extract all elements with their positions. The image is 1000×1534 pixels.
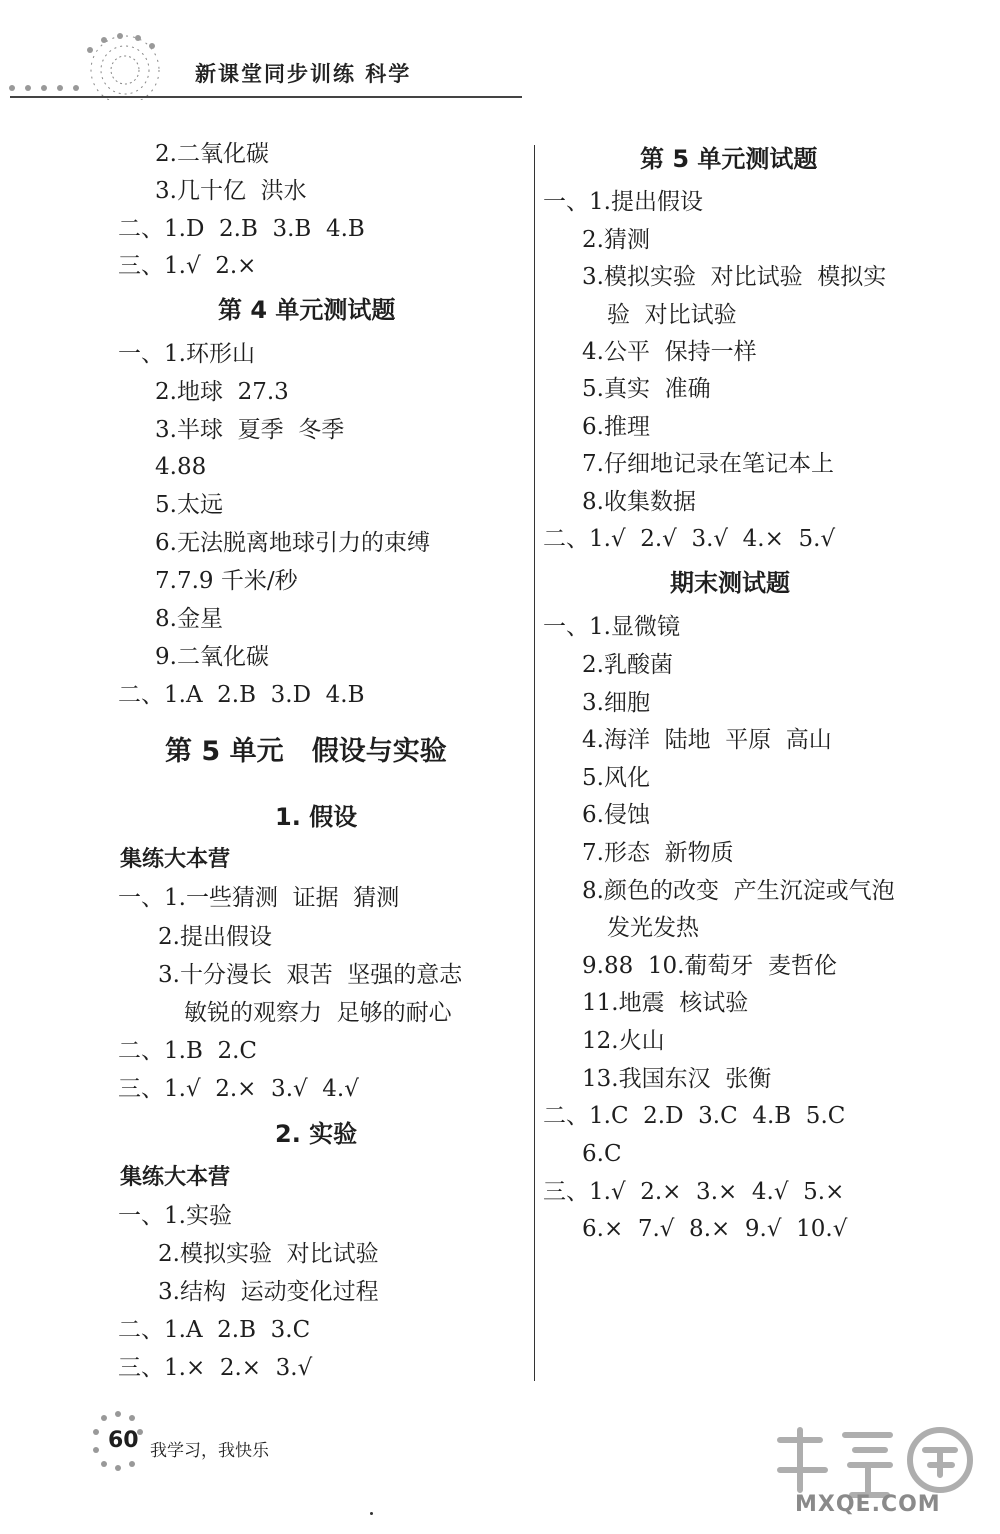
lesson-title: 2. 实验 [275, 1120, 358, 1148]
answer-line: 6.C [582, 1141, 622, 1167]
answer-line: 一、1.环形山 [118, 341, 255, 367]
watermark-url: MXQE.COM [795, 1492, 941, 1517]
answer-line: 3.细胞 [582, 690, 650, 716]
section-heading: 第 4 单元测试题 [218, 296, 396, 324]
answer-line: 二、1.√ 2.√ 3.√ 4.× 5.√ [543, 526, 836, 552]
answer-line: 一、1.提出假设 [543, 189, 703, 215]
lesson-title: 1. 假设 [275, 803, 358, 831]
answer-line: 6.推理 [582, 414, 650, 440]
answer-line: 三、1.√ 2.× 3.√ 4.√ [118, 1076, 359, 1102]
answer-line: 6.× 7.√ 8.× 9.√ 10.√ [582, 1216, 848, 1242]
answer-line: 8.颜色的改变 产生沉淀或气泡 [582, 878, 895, 904]
answer-line: 二、1.C 2.D 3.C 4.B 5.C [543, 1103, 846, 1129]
answer-line: 3.十分漫长 艰苦 坚强的意志 [158, 962, 463, 988]
answer-line: 8.收集数据 [582, 489, 696, 515]
page-number: 60 [108, 1428, 139, 1453]
answer-line: 敏锐的观察力 足够的耐心 [184, 1000, 452, 1026]
answer-line: 2.猜测 [582, 227, 650, 253]
column-divider [534, 145, 535, 1381]
answer-line: 6.无法脱离地球引力的束缚 [155, 530, 430, 556]
answer-line: 4.海洋 陆地 平原 高山 [582, 727, 832, 753]
answer-line: 8.金星 [155, 606, 223, 632]
answer-line: 11.地震 核试验 [582, 990, 749, 1016]
answer-line: 一、1.实验 [118, 1203, 232, 1229]
exercise-title: 集练大本营 [120, 1165, 231, 1190]
answer-line: 二、1.A 2.B 3.D 4.B [118, 682, 365, 708]
answer-line: 3.半球 夏季 冬季 [155, 417, 345, 443]
answer-line: 二、1.D 2.B 3.B 4.B [118, 216, 365, 242]
answer-line: 二、1.A 2.B 3.C [118, 1317, 311, 1343]
answer-line: 2.提出假设 [158, 924, 272, 950]
answer-line: 9.二氧化碳 [155, 644, 269, 670]
answer-line: 12.火山 [582, 1028, 665, 1054]
answer-line: 4.88 [155, 454, 207, 480]
answer-line: 3.结构 运动变化过程 [158, 1279, 379, 1305]
answer-line: 2.乳酸菌 [582, 652, 673, 678]
section-heading: 第 5 单元测试题 [640, 145, 818, 173]
answer-line: 5.太远 [155, 492, 223, 518]
answer-line: 三、1.√ 2.× 3.× 4.√ 5.× [543, 1179, 845, 1205]
header-title: 新课堂同步训练 科学 [195, 62, 412, 86]
answer-line: 3.模拟实验 对比试验 模拟实 [582, 264, 887, 290]
answer-line: 7.形态 新物质 [582, 840, 734, 866]
answer-line: 9.88 10.葡萄牙 麦哲伦 [582, 953, 838, 979]
answer-line: 5.真实 准确 [582, 376, 711, 402]
answer-line: 一、1.一些猜测 证据 猜测 [118, 885, 400, 911]
answer-line: 2.二氧化碳 [155, 141, 269, 167]
answer-line: 三、1.√ 2.× [118, 253, 257, 279]
answer-line: 2.模拟实验 对比试验 [158, 1241, 379, 1267]
exercise-title: 集练大本营 [120, 847, 231, 872]
answer-line: 2.地球 27.3 [155, 379, 289, 405]
answer-line: 二、1.B 2.C [118, 1038, 258, 1064]
answer-line: 发光发热 [607, 915, 699, 941]
answer-line: 6.侵蚀 [582, 802, 650, 828]
answer-line: 13.我国东汉 张衡 [582, 1066, 772, 1092]
section-heading: 期末测试题 [670, 569, 790, 597]
header-rule [10, 96, 522, 98]
footer-slogan: 我学习，我快乐 [150, 1441, 269, 1461]
header-decoration [0, 30, 180, 100]
answer-line: 7.7.9 千米/秒 [155, 568, 298, 594]
answer-line: 一、1.显微镜 [543, 614, 680, 640]
answer-line: 5.风化 [582, 765, 650, 791]
answer-line: 验 对比试验 [607, 302, 737, 328]
answer-line: 3.几十亿 洪水 [155, 178, 307, 204]
answer-line: 4.公平 保持一样 [582, 339, 757, 365]
page-dot [370, 1512, 373, 1515]
answer-line: 7.仔细地记录在笔记本上 [582, 451, 834, 477]
unit-title: 第 5 单元 假设与实验 [165, 736, 447, 767]
answer-line: 三、1.× 2.× 3.√ [118, 1355, 313, 1381]
